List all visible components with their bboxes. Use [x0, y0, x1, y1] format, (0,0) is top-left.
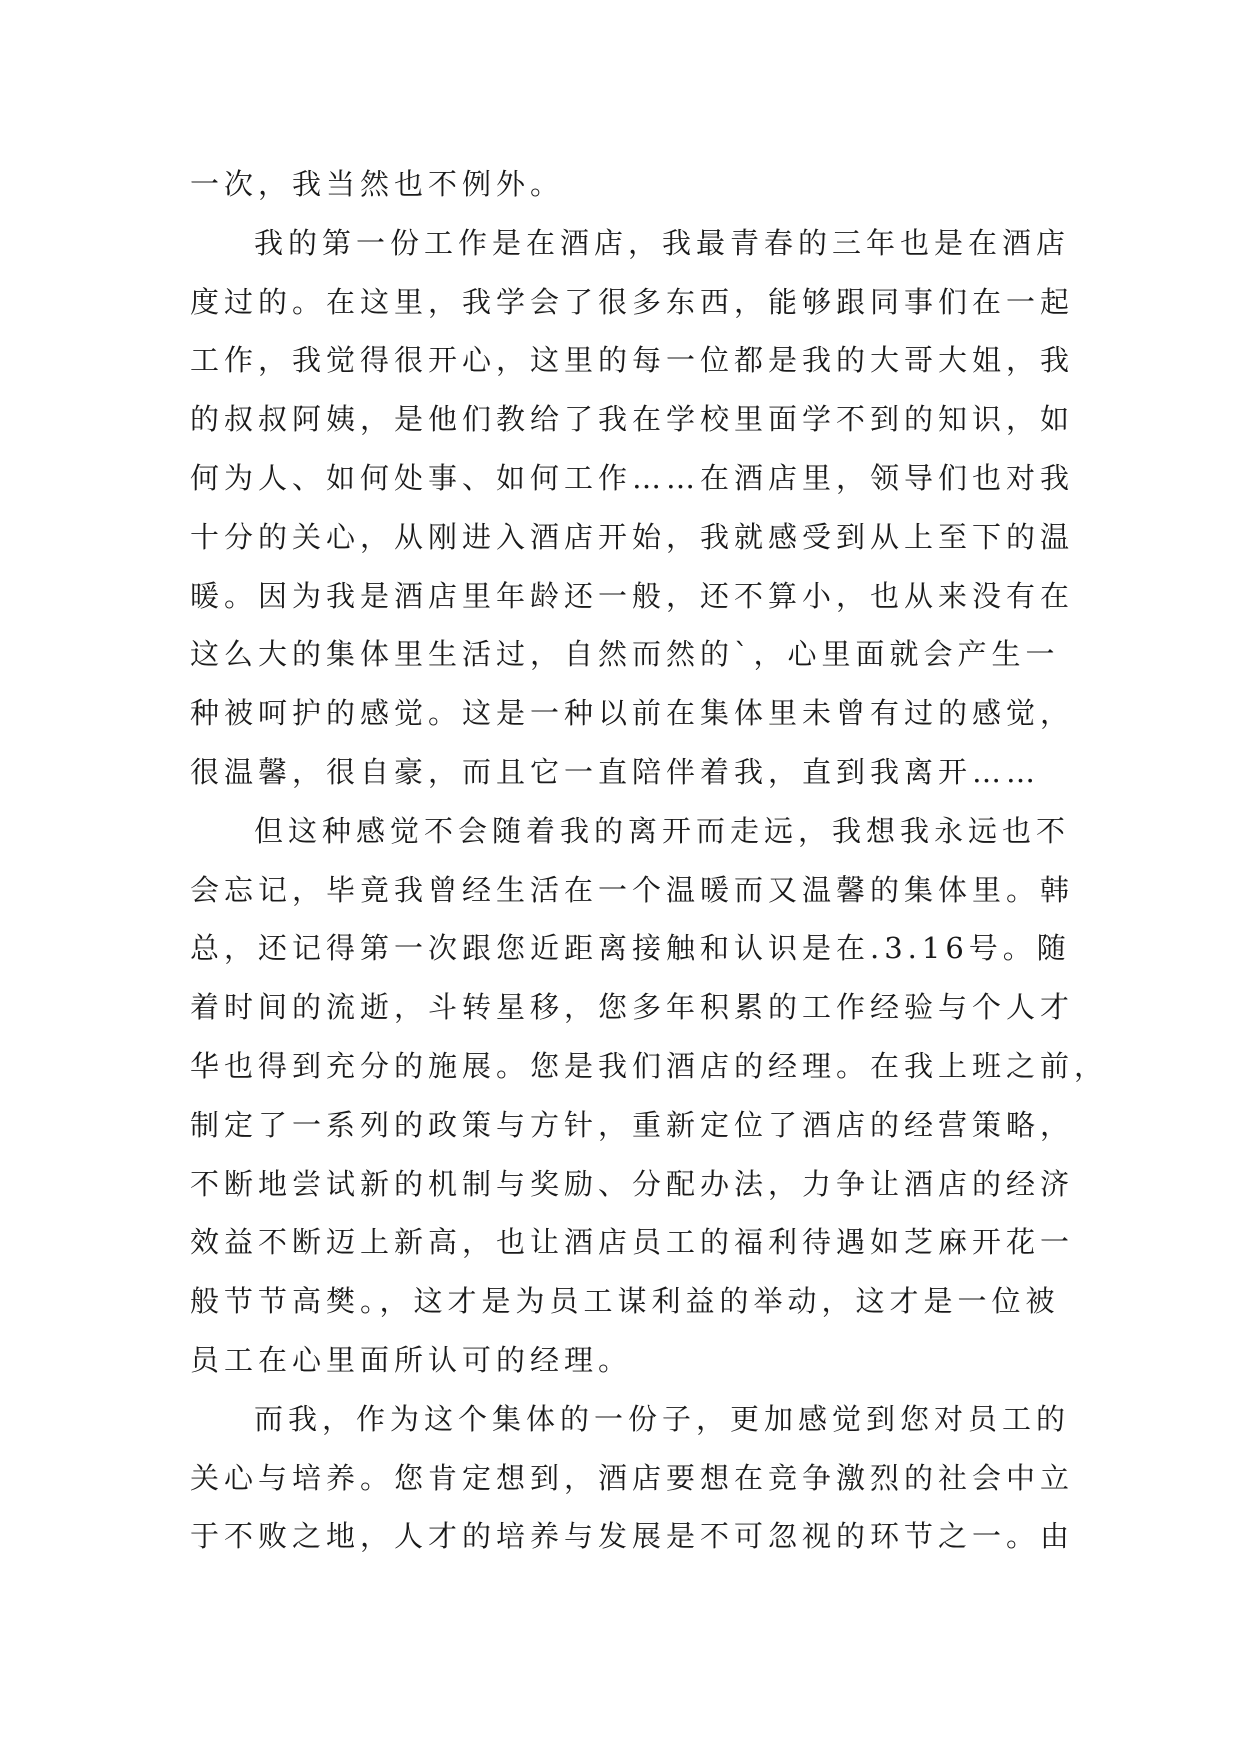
- text-line: 员工在心里面所认可的经理。: [190, 1342, 633, 1377]
- text-line: 工作，我觉得很开心，这里的每一位都是我的大哥大姐，我: [190, 343, 1075, 378]
- text-line: 的叔叔阿姨，是他们教给了我在学校里面学不到的知识，如: [190, 402, 1075, 437]
- text-line: 关心与培养。您肯定想到，酒店要想在竞争激烈的社会中立: [190, 1460, 1075, 1495]
- text-line: 暖。因为我是酒店里年龄还一般，还不算小，也从来没有在: [190, 578, 1075, 613]
- text-line: 制定了一系列的政策与方针，重新定位了酒店的经营策略，: [190, 1107, 1075, 1142]
- text-line: 很温馨，很自豪，而且它一直陪伴着我，直到我离开……: [190, 754, 1041, 789]
- text-line: 般节节高樊。，这才是为员工谋利益的举动，这才是一位被: [190, 1284, 1060, 1319]
- text-line: 但这种感觉不会随着我的离开而走远，我想我永远也不: [254, 813, 1071, 848]
- text-line: 度过的。在这里，我学会了很多东西，能够跟同事们在一起: [190, 284, 1075, 319]
- body-text: [190, 155, 1109, 1566]
- text-line: 会忘记，毕竟我曾经生活在一个温暖而又温馨的集体里。韩: [190, 872, 1075, 907]
- text-line: 华也得到充分的施展。您是我们酒店的经理。在我上班之前，: [190, 1048, 1109, 1083]
- text-line: 一次，我当然也不例外。: [190, 167, 565, 201]
- text-line: 总，还记得第一次跟您近距离接触和认识是在.3.16号。随: [190, 931, 1071, 966]
- text-line: 不断地尝试新的机制与奖励、分配办法，力争让酒店的经济: [190, 1166, 1075, 1201]
- text-line: 而我，作为这个集体的一份子，更加感觉到您对员工的: [254, 1401, 1071, 1436]
- text-line: 着时间的流逝，斗转星移，您多年积累的工作经验与个人才: [190, 990, 1075, 1025]
- text-line: 效益不断迈上新高，也让酒店员工的福利待遇如芝麻开花一: [190, 1225, 1075, 1260]
- text-line: 这么大的集体里生活过，自然而然的`，心里面就会产生一: [190, 637, 1060, 672]
- text-line: 我的第一份工作是在酒店，我最青春的三年也是在酒店: [254, 225, 1071, 260]
- text-line: 于不败之地，人才的培养与发展是不可忽视的环节之一。由: [190, 1519, 1075, 1554]
- text-line: 种被呵护的感觉。这是一种以前在集体里未曾有过的感觉，: [190, 696, 1075, 731]
- text-line: 何为人、如何处事、如何工作……在酒店里，领导们也对我: [190, 460, 1075, 495]
- text-line: 十分的关心，从刚进入酒店开始，我就感受到从上至下的温: [190, 519, 1075, 554]
